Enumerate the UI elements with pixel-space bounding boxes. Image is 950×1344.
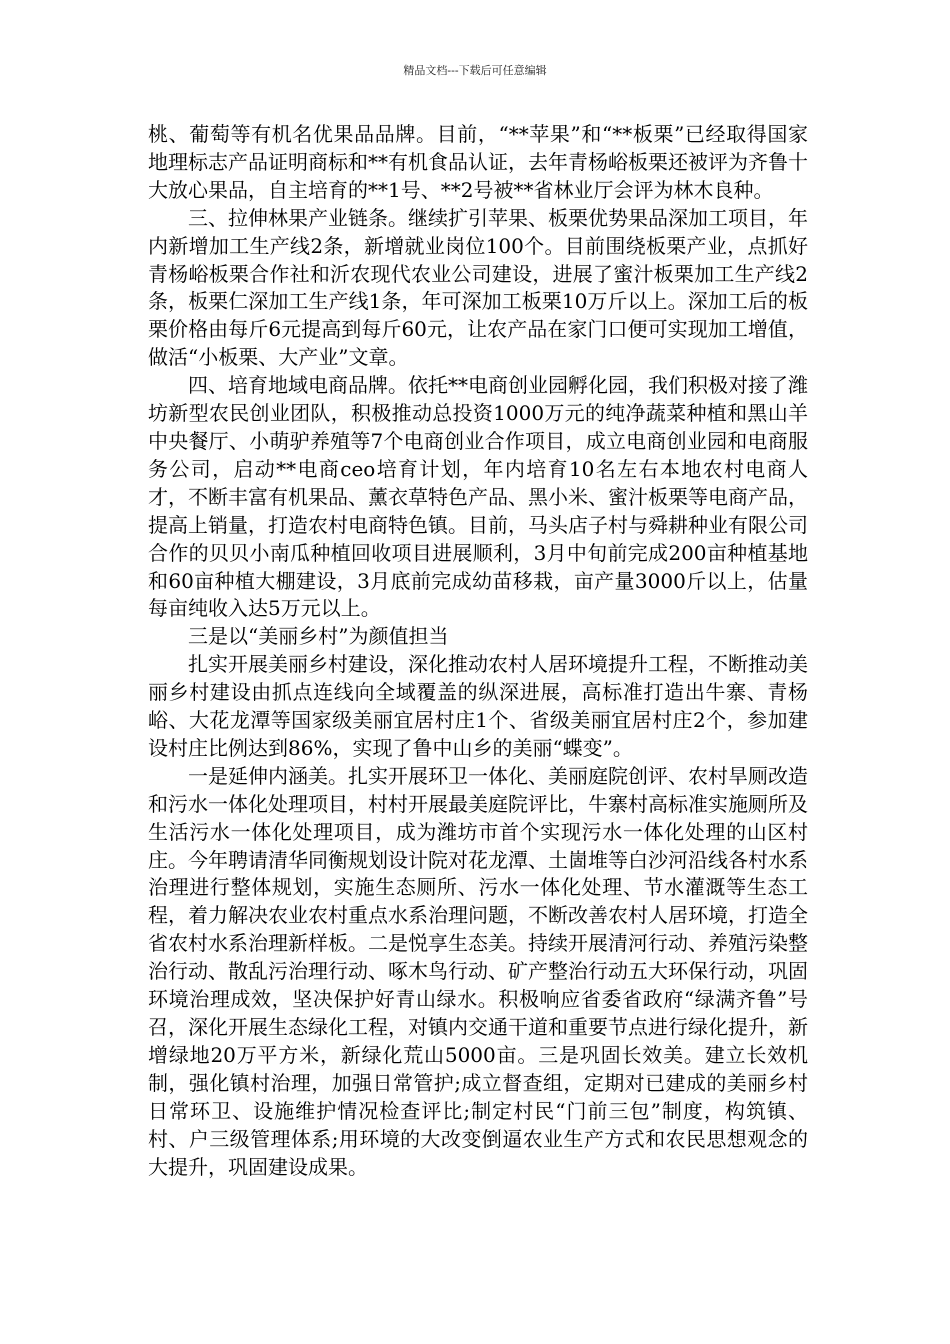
paragraph-ecommerce-brand: 四、培育地域电商品牌。依托**电商创业园孵化园，我们积极对接了潍坊新型农民创业团队，积极推动总投资1000万元的纯净蔬菜种植和黑山羊中央餐厅、小萌驴养殖等7个电商创业合作项目，成立电商创业园和电商服务公司，启动**电商ceo培育计划，年内培育10名左右本地农村电商人才，不断丰富有机果品、薰衣草特色产品、黑小米、蜜汁板栗等电商产品，提高上销量，打造农村电商特色镇。目前，马头店子村与舜耕种业有限公司合作的贝贝小南瓜种植回收项目进展顺利，3月中旬前完成200亩种植基地和60亩种植大棚建设，3月底前完成幼苗移栽，亩产量3000斤以上，估量每亩纯收入达5万元以上。: [148, 373, 808, 621]
paragraph-industry-chain: 三、拉伸林果产业链条。继续扩引苹果、板栗优势果品深加工项目，年内新增加工生产线2条，新增就业岗位100个。目前围绕板栗产业，点抓好青杨峪板栗合作社和沂农现代农业公司建设，进展了蜜汁板栗加工生产线2条，板栗仁深加工生产线1条，年可深加工板栗10万斤以上。深加工后的板栗价格由每斤6元提高到每斤60元，让农产品在家门口便可实现加工增值，做活“小板栗、大产业”文章。: [148, 205, 808, 370]
body-text: [148, 121, 808, 1181]
paragraph-fruit-brands: 桃、葡萄等有机名优果品品牌。目前，“**苹果”和“**板栗”已经取得国家地理标志产品证明商标和**有机食品认证，去年青杨峪板栗还被评为齐鲁十大放心果品，自主培育的**1号、**2号被**省林业厅会评为林木良种。: [148, 122, 808, 202]
paragraph-beauty-measures: 一是延伸内涵美。扎实开展环卫一体化、美丽庭院创评、农村旱厕改造和污水一体化处理项目，村村开展最美庭院评比，牛寨村高标准实施厕所及生活污水一体化处理项目，成为潍坊市首个实现污水一体化处理的山区村庄。今年聘请清华同衡规划设计院对花龙潭、土崮堆等白沙河沿线各村水系治理进行整体规划，实施生态厕所、污水一体化处理、节水灌溉等生态工程，着力解决农业农村重点水系治理问题，不断改善农村人居环境，打造全省农村水系治理新样板。二是悦享生态美。持续开展清河行动、养殖污染整治行动、散乱污治理行动、啄木鸟行动、矿产整治行动五大环保行动，巩固环境治理成效，坚决保护好青山绿水。积极响应省委省政府“绿满齐鲁”号召，深化开展生态绿化工程，对镇内交通干道和重要节点进行绿化提升，新增绿地20万平方米，新绿化荒山5000亩。三是巩固长效美。建立长效机制，强化镇村治理，加强日常管护;成立督查组，定期对已建成的美丽乡村日常环卫、设施维护情况检查评比;制定村民“门前三包”制度，构筑镇、村、户三级管理体系;用环境的大改变倒逼农业生产方式和农民思想观念的大提升，巩固建设成果。: [148, 763, 808, 1179]
running-header: 精品文档---下载后可任意编辑: [403, 64, 547, 77]
section-heading-beautiful-village: 三是以“美丽乡村”为颜值担当: [188, 624, 449, 649]
paragraph-village-construction: 扎实开展美丽乡村建设，深化推动农村人居环境提升工程，不断推动美丽乡村建设由抓点连线向全域覆盖的纵深进展，高标准打造出牛寨、青杨峪、大花龙潭等国家级美丽宜居村庄1个、省级美丽宜居村庄2个，参加建设村庄比例达到86%，实现了鲁中山乡的美丽“蝶变”。: [148, 652, 808, 760]
